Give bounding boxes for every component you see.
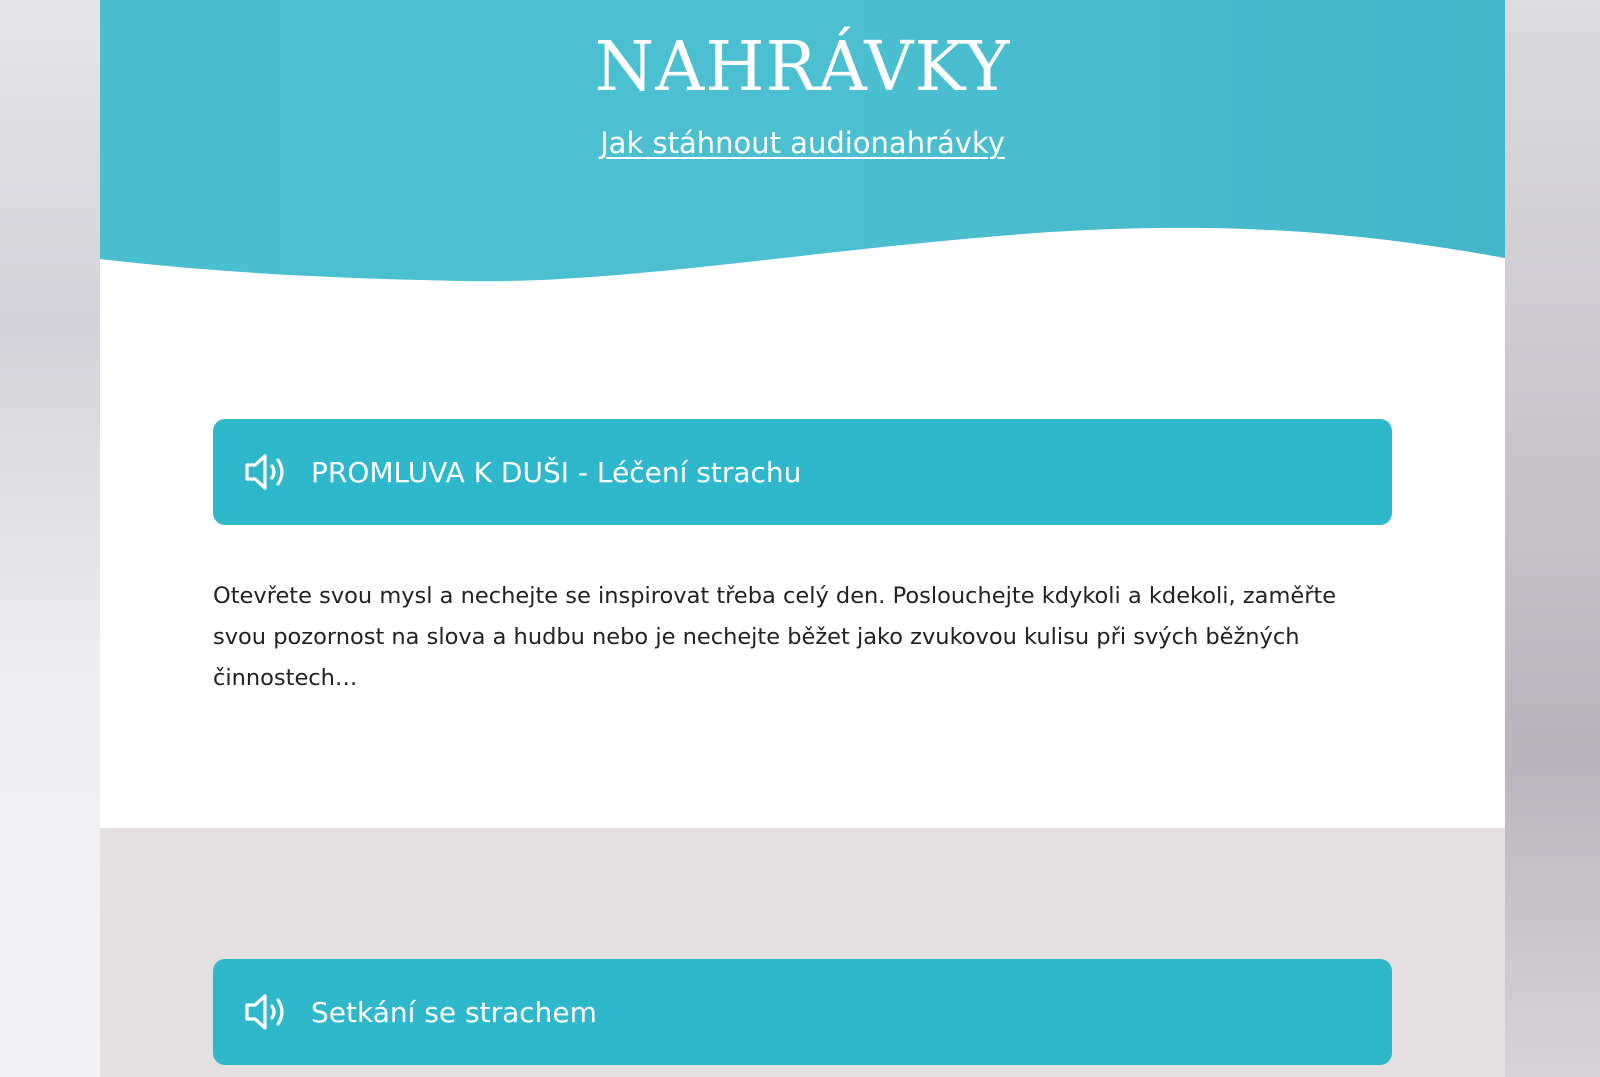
track-bar-setkani[interactable]: [213, 959, 1392, 1065]
page-container: [100, 0, 1505, 1077]
speaker-icon: [243, 992, 291, 1032]
page-title: NAHRÁVKY: [594, 28, 1011, 107]
download-help-link[interactable]: Jak stáhnout audionahrávky: [600, 126, 1005, 160]
background-left: [0, 0, 100, 1077]
section-track-1: [100, 290, 1505, 828]
track-title: PROMLUVA K DUŠI - Léčení strachu: [311, 455, 802, 489]
track-bar-promluva[interactable]: [213, 419, 1392, 525]
track-title: Setkání se strachem: [311, 995, 597, 1029]
download-help-link-wrapper: [100, 126, 1505, 160]
speaker-icon: [243, 452, 291, 492]
hero-header: [100, 0, 1505, 290]
background-right: [1505, 0, 1600, 1077]
track-description: Otevřete svou mysl a nechejte se inspirovat třeba celý den. Poslouchejte kdykoli a kdekoli, zaměřte svou pozornost na slova a hudbu nebo je nechejte běžet jako zvukovou kulisu při svých běžných činnostech…: [213, 583, 1337, 691]
